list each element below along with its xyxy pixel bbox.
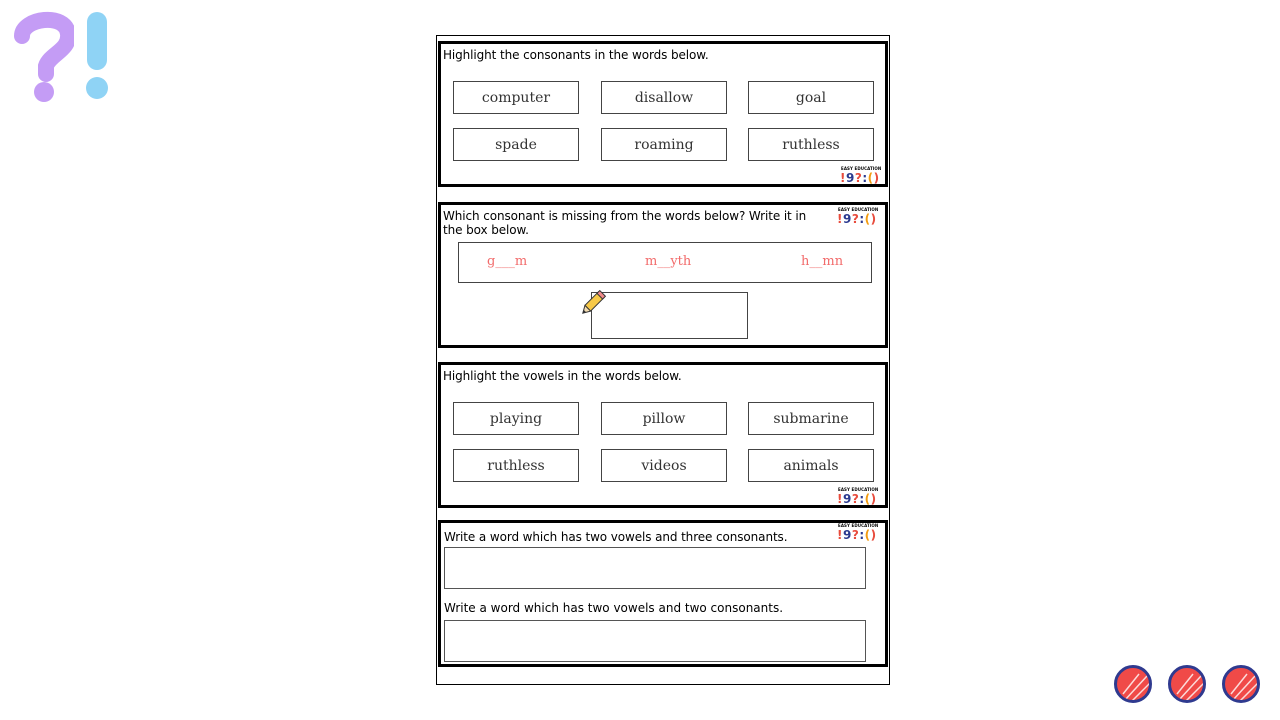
scribble-button-1[interactable] [1114, 665, 1152, 703]
word-box[interactable]: pillow [601, 402, 727, 435]
word-box[interactable]: roaming [601, 128, 727, 161]
exclamation-mark-icon [84, 12, 112, 100]
scribble-button-3[interactable] [1222, 665, 1260, 703]
vowels-prompt: Highlight the vowels in the words below. [443, 369, 682, 383]
brand-logo: EASY EDUCATION !9?:() [837, 207, 879, 226]
word-box[interactable]: animals [748, 449, 874, 482]
word-box[interactable]: goal [748, 81, 874, 114]
scribble-button-2[interactable] [1168, 665, 1206, 703]
brand-logo: EASY EDUCATION !9?:() [837, 487, 879, 506]
word-box[interactable]: disallow [601, 81, 727, 114]
consonants-prompt: Highlight the consonants in the words below. [443, 48, 709, 62]
brand-logo: EASY EDUCATION !9?:() [840, 166, 882, 185]
question-mark-icon [14, 10, 74, 102]
word-box[interactable]: ruthless [453, 449, 579, 482]
write-words-panel [438, 520, 888, 667]
write-prompt-2: Write a word which has two vowels and two consonants. [444, 601, 784, 615]
word-box[interactable]: spade [453, 128, 579, 161]
word-box[interactable]: videos [601, 449, 727, 482]
missing-consonant-panel [438, 202, 888, 348]
missing-words-box [458, 242, 872, 283]
missing-word: m__yth [645, 254, 692, 269]
pencil-icon [577, 289, 607, 319]
vowels-panel [438, 362, 888, 508]
answer-field-2[interactable] [444, 620, 866, 662]
answer-box[interactable] [591, 292, 748, 339]
word-box[interactable]: playing [453, 402, 579, 435]
answer-field-1[interactable] [444, 547, 866, 589]
brand-logo: EASY EDUCATION !9?:() [837, 523, 879, 542]
missing-word: g___m [487, 254, 528, 269]
word-box[interactable]: submarine [748, 402, 874, 435]
missing-word: h__mn [801, 254, 844, 269]
write-prompt-1: Write a word which has two vowels and three consonants. [444, 530, 788, 544]
worksheet-page [436, 35, 890, 685]
word-box[interactable]: ruthless [748, 128, 874, 161]
word-box[interactable]: computer [453, 81, 579, 114]
missing-prompt: Which consonant is missing from the words below? Write it in the box below. [443, 209, 807, 237]
consonants-panel [438, 41, 888, 187]
